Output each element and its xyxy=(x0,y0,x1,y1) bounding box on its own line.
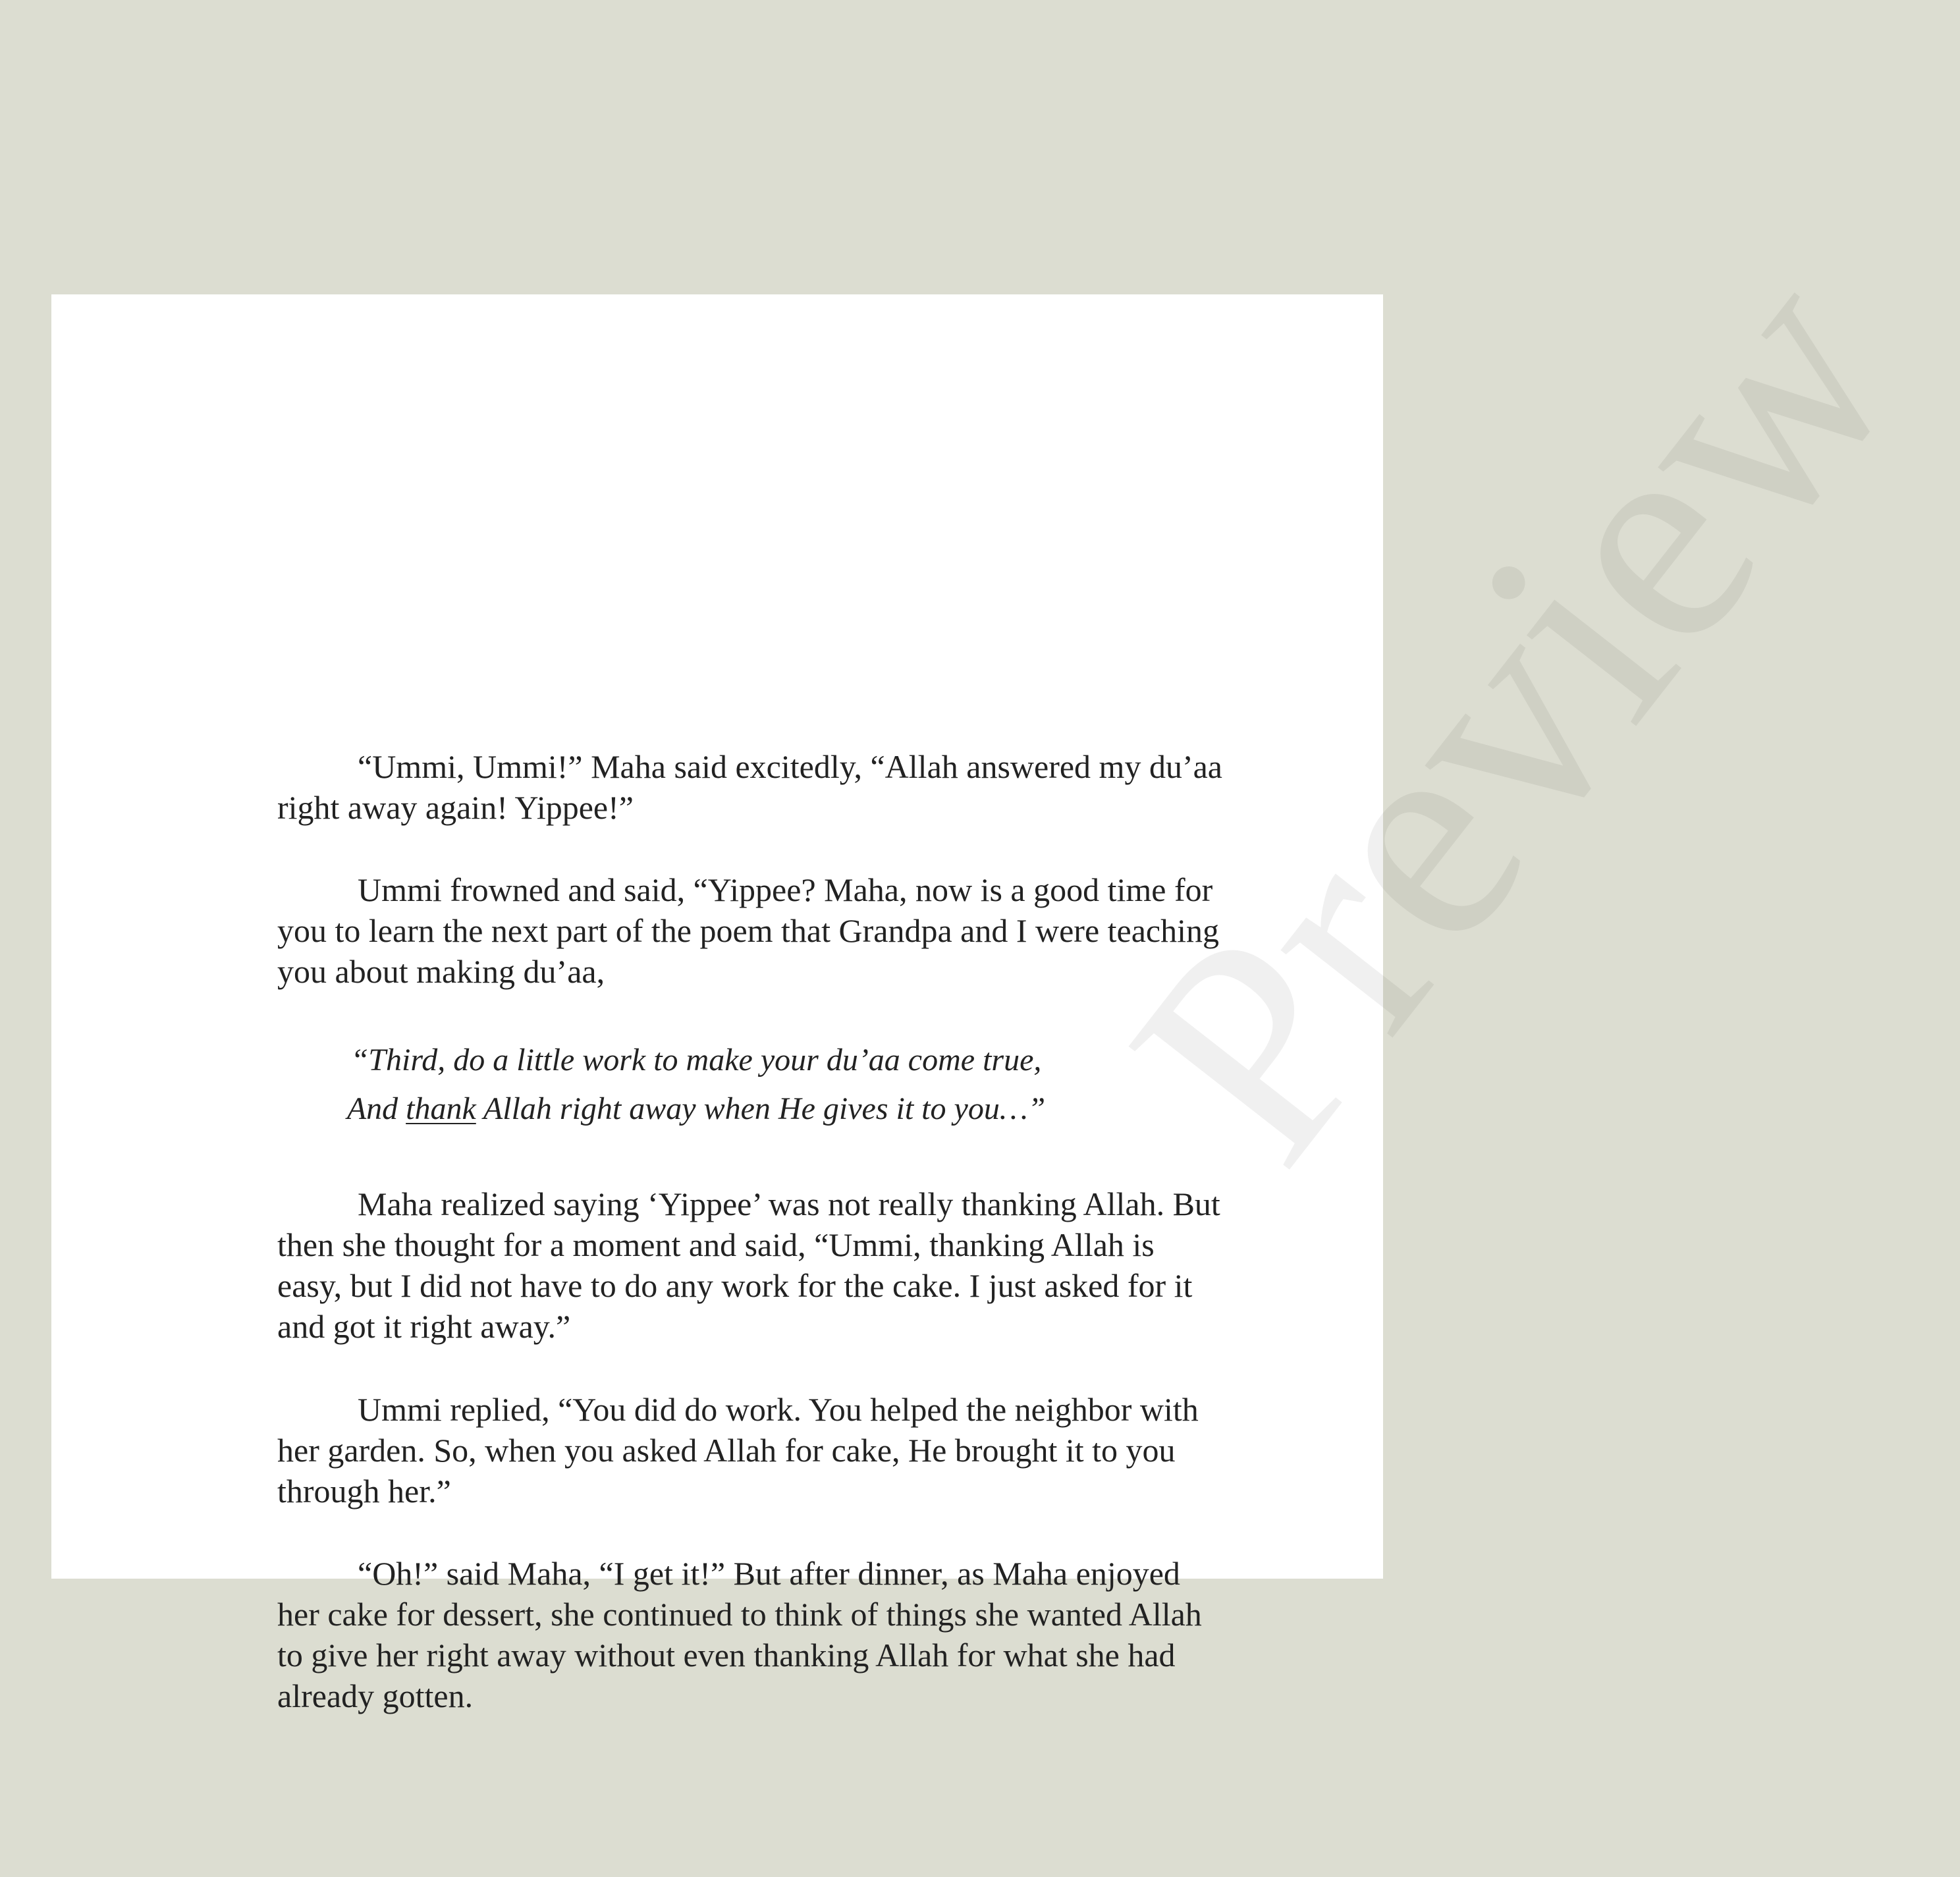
poem-stanza xyxy=(277,1036,1115,1133)
book-page xyxy=(51,209,1960,1714)
story-paragraph-4: Ummi replied, “You did do work. You helped the neighbor with her garden. So, when you asked Allah for cake, He brought it to you through her.” xyxy=(277,1391,1199,1510)
story-paragraph-2: Ummi frowned and said, “Yippee? Maha, now is a good time for you to learn the next part of the poem that Grandpa and I were teaching you about making du’aa, xyxy=(277,871,1220,990)
story-paragraph-3: Maha realized saying ‘Yippee’ was not really thanking Allah. But then she thought for a moment and said, “Ummi, thanking Allah is easy, but I did not have to do any work for the cake. I just asked for it and got it right away.” xyxy=(277,1185,1220,1345)
paragraph-2-block xyxy=(277,869,1226,992)
poem-line-2-start: And xyxy=(346,1091,398,1126)
poem-line-2 xyxy=(277,1085,1115,1133)
story-paragraph-1: “Ummi, Ummi!” Maha said excitedly, “Allah answered my du’aa right away again! Yippee!” xyxy=(277,748,1222,826)
poem-underlined-word: thank xyxy=(406,1091,476,1126)
paragraph-5-block xyxy=(277,1553,1226,1716)
preview-watermark: Preview xyxy=(1065,209,1960,1220)
poem-line-2-end: Allah right away when He gives it to you…” xyxy=(483,1091,1046,1126)
paragraph-1-block xyxy=(277,746,1226,828)
paragraph-4-block xyxy=(277,1389,1226,1511)
story-paragraph-5: “Oh!” said Maha, “I get it!” But after dinner, as Maha enjoyed her cake for dessert, she continued to think of things she wanted Allah to give her right away without even thanking Allah for what she had already gotten. xyxy=(277,1555,1202,1714)
poem-line-1: “Third, do a little work to make your du’aa come true, xyxy=(350,1043,1042,1077)
paragraph-3-block xyxy=(277,1183,1226,1347)
